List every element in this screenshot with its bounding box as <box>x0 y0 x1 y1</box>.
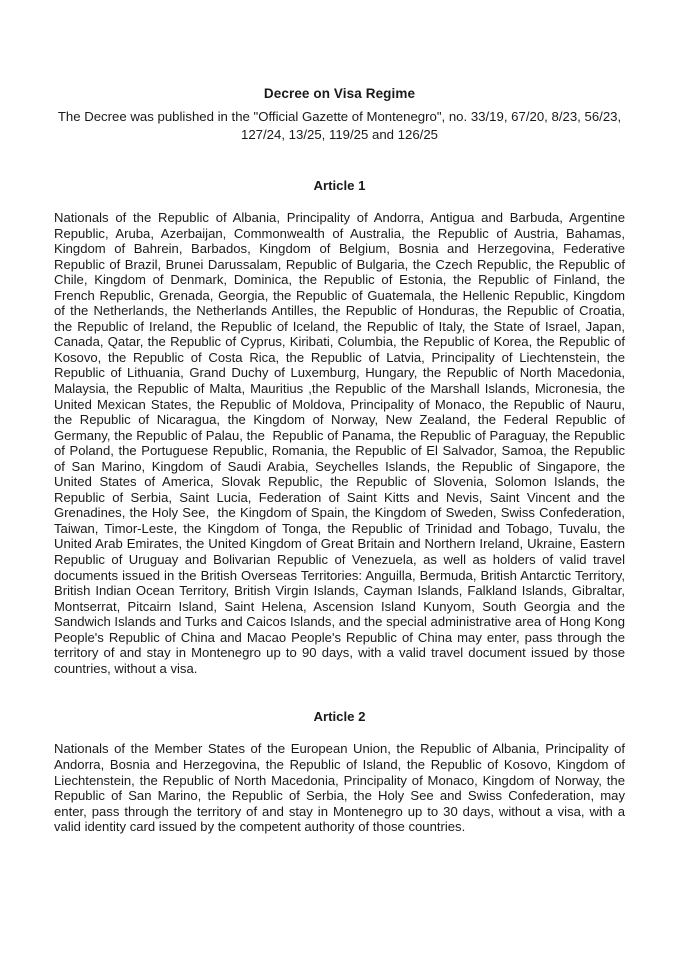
document-subtitle: The Decree was published in the "Official Gazette of Montenegro", no. 33/19, 67/20, 8/23, 56/23, 127/24, 13/25, 119/25 and 126/25 <box>57 109 622 142</box>
article-2-heading: Article 2 <box>313 709 366 725</box>
article-2-body: Nationals of the Member States of the European Union, the Republic of Albania, Principality of Andorra, Bosnia and Herzegovina, the Republic of Island, the Republic of Kosovo, Kingdom of Liechtenstein, the Republic of North Macedonia, Principality of Monaco, Kingdom of Norway, the Republic of San Marino, the Republic of Serbia, the Holy See and Swiss Confederation, may enter, pass through the territory of and stay in Montenegro up to 30 days, without a visa, with a valid identity card issued by the competent authority of those countries. <box>54 741 629 835</box>
document-title: Decree on Visa Regime <box>263 86 416 101</box>
article-1-body: Nationals of the Republic of Albania, Principality of Andorra, Antigua and Barbuda, Argentine Republic, Aruba, Azerbaijan, Commonwealth of Australia, the Republic of Austria, Bahamas, Kingdom of Bahrein, Barbados, Kingdom of Belgium, Bosnia and Herzegovina, Federative Republic of Brazil, Brunei Darussalam, Republic of Bulgaria, the Czech Republic, the Republic of Chile, Kingdom of Denmark, Dominica, the Republic of Estonia, the Republic of Finland, the French Republic, Grenada, Georgia, the Republic of Guatemala, the Hellenic Republic, Kingdom of the Netherlands, the Netherlands Antilles, the Republic of Honduras, the Republic of Croatia, the Republic of Ireland, the Republic of Iceland, the Republic of Italy, the State of Israel, Japan, Canada, Qatar, the Republic of Cyprus, Kiribati, Columbia, the Republic of Korea, the Republic of Kosovo, the Republic of Costa Rica, the Republic of Latvia, Principality of Liechtenstein, the Republic of Lithuania, Grand Duchy of Luxemburg, Hungary, the Republic of North Macedonia, Malaysia, the Republic of Malta, Mauritius ,the Republic of the Marshall Islands, Micronesia, the United Mexican States, the Republic of Moldova, Principality of Monaco, the Republic of Nauru, the Republic of Nicaragua, the Kingdom of Norway, New Zealand, the Federal Republic of Germany, the Republic of Palau, the Republic of Panama, the Republic of Paraguay, the Republic of Poland, the Portuguese Republic, Romania, the Republic of El Salvador, Samoa, the Republic of San Marino, Kingdom of Saudi Arabia, Seychelles Islands, the Republic of Singapore, the United States of America, Slovak Republic, the Republic of Slovenia, Solomon Islands, the Republic of Serbia, Saint Lucia, Federation of Saint Kitts and Nevis, Saint Vincent and the Grenadines, the Holy See, the Kingdom of Spain, the Kingdom of Sweden, Swiss Confederation, Taiwan, Timor-Leste, the Kingdom of Tonga, the Republic of Trinidad and Tobago, Tuvalu, the United Arab Emirates, the United Kingdom of Great Britain and Northern Ireland, Ukraine, Eastern Republic of Uruguay and Bolivarian Republic of Venezuela, as well as holders of valid travel documents issued in the British Overseas Territories: Anguilla, Bermuda, British Antarctic Territory, British Indian Ocean Territory, British Virgin Islands, Cayman Islands, Falkland Islands, Gibraltar, Montserrat, Pitcairn Island, Saint Helena, Ascension Island Kunyom, South Georgia and the Sandwich Islands and Turks and Caicos Islands, and the special administrative area of Hong Kong People's Republic of China and Macao People's Republic of China may enter, pass through the territory of and stay in Montenegro up to 90 days, with a valid travel document issued by those countries, without a visa. <box>54 210 629 676</box>
article-1-heading: Article 1 <box>313 178 366 193</box>
